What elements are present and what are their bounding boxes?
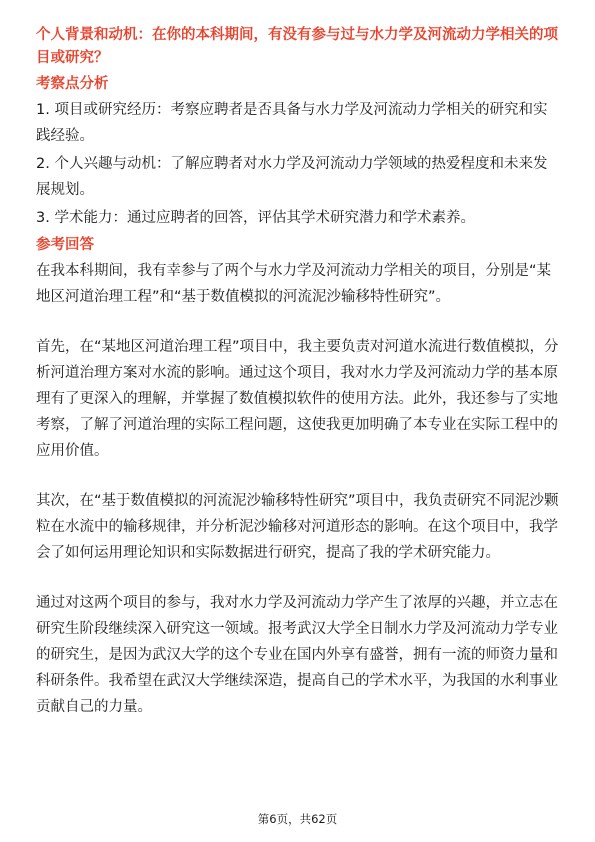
answer-paragraph: 在我本科期间，我有幸参与了两个与水力学及河流动力学相关的项目，分别是“某地区河道治理工程”和“基于数值模拟的河流泥沙输移特性研究”。 bbox=[36, 263, 552, 305]
document-page bbox=[36, 24, 559, 720]
answer-paragraph: 其次，在“基于数值模拟的河流泥沙输移特性研究”项目中，我负责研究不同泥沙颗粒在水流中的输移规律，并分析泥沙输移对河道形态的影响。在这个项目中，我学会了如何运用理论知识和实际数据进行研究，提高了我的学术研究能力。 bbox=[36, 493, 559, 561]
analysis-heading: 考察点分析 bbox=[36, 76, 109, 92]
question-heading: 个人背景和动机：在你的本科期间，有没有参与过与水力学及河流动力学相关的项目或研究？ bbox=[36, 27, 558, 66]
answer-section bbox=[36, 234, 559, 720]
answer-heading: 参考回答 bbox=[36, 237, 94, 253]
answer-paragraph: 通过对这两个项目的参与，我对水力学及河流动力学产生了浓厚的兴趣，并立志在研究生阶段继续深入研究这一领域。报考武汉大学全日制水力学及河流动力学专业的研究生，是因为武汉大学的这个专业在国内外享有盛誉，拥有一流的师资力量和科研条件。我希望在武汉大学继续深造，提高自己的学术水平，为我国的水利事业贡献自己的力量。 bbox=[36, 595, 558, 715]
analysis-point: 2. 个人兴趣与动机：了解应聘者对水力学及河流动力学领域的热爱程度和未来发展规划。 bbox=[36, 156, 548, 198]
analysis-point: 3. 学术能力：通过应聘者的回答，评估其学术研究潜力和学术素养。 bbox=[36, 210, 475, 226]
analysis-point: 1. 项目或研究经历：考察应聘者是否具备与水力学及河流动力学相关的研究和实践经验。 bbox=[36, 102, 548, 144]
page-number-footer: 第6页，共62页 bbox=[257, 812, 338, 826]
analysis-section bbox=[36, 73, 559, 231]
answer-paragraph: 首先，在“某地区河道治理工程”项目中，我主要负责对河道水流进行数值模拟，分析河道治理方案对水流的影响。通过这个项目，我对水力学及河流动力学的基本原理有了更深入的理解，并掌握了数值模拟软件的使用方法。此外，我还参与了实地考察，了解了河道治理的实际工程问题，这使我更加明确了本专业在实际工程中的应用价值。 bbox=[36, 339, 559, 459]
